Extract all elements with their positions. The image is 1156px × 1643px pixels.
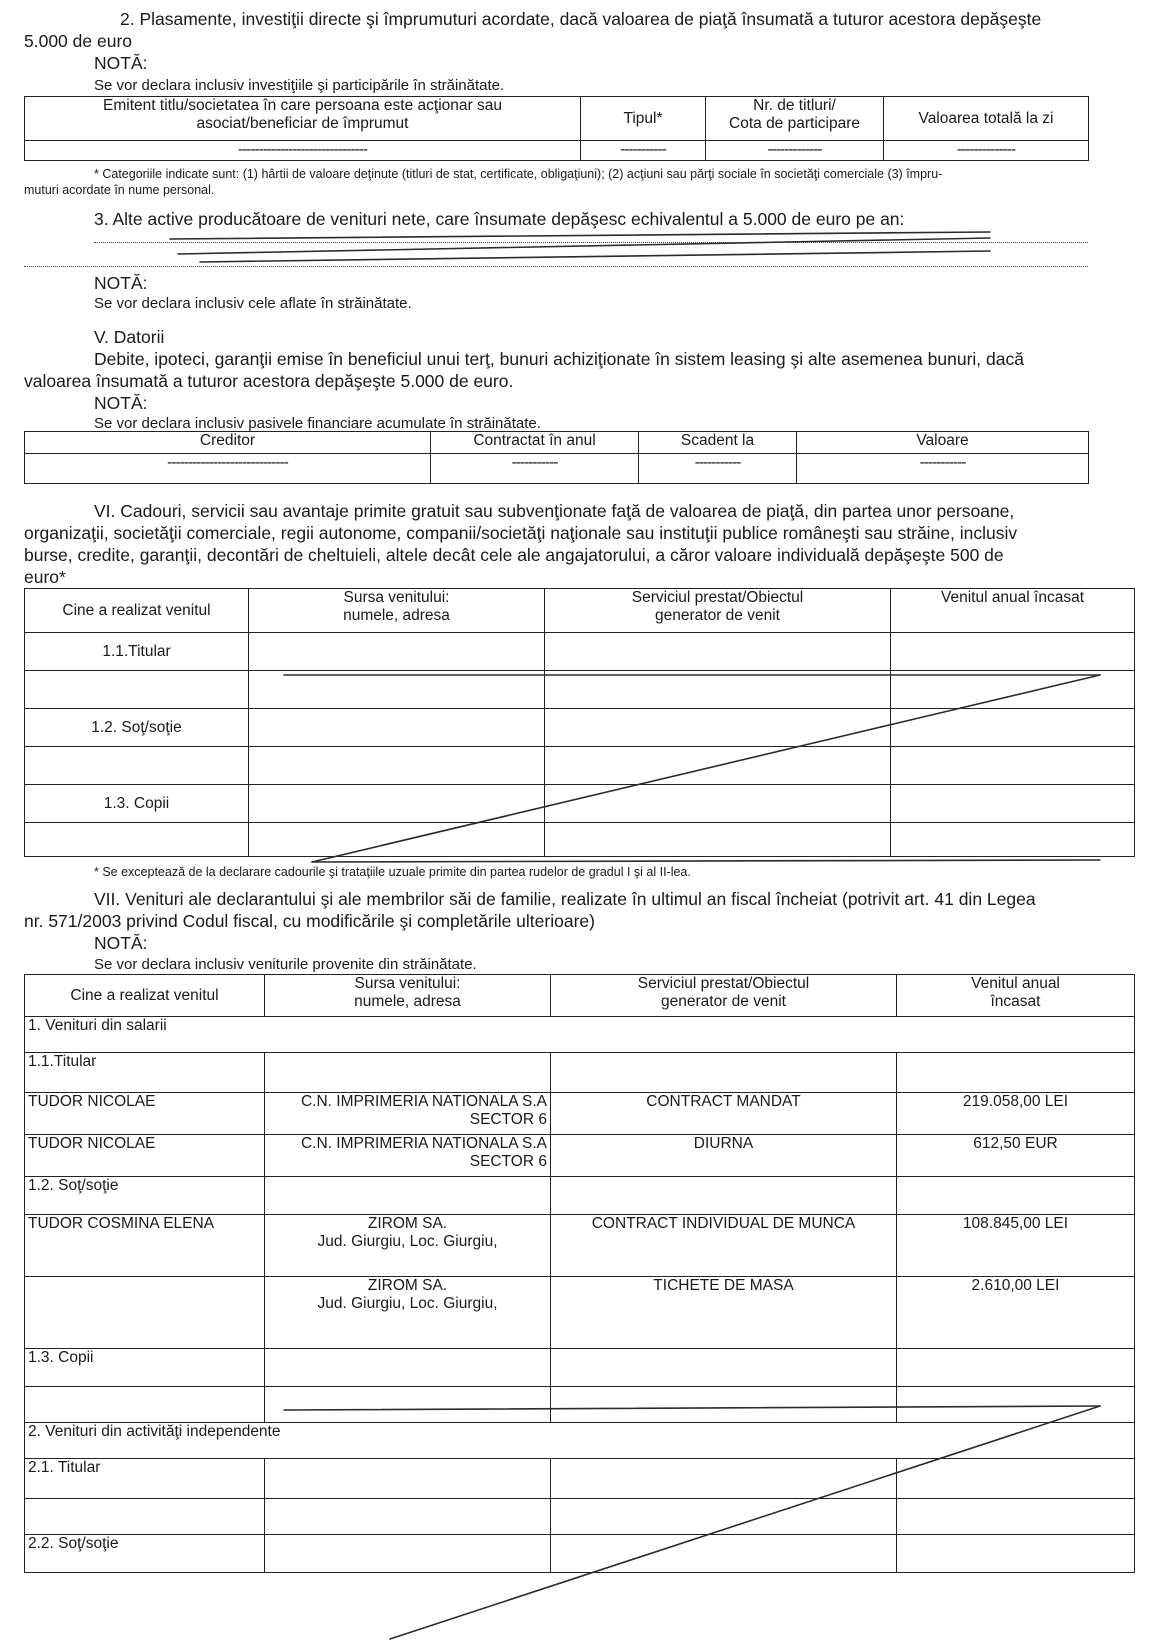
sec4-2-heading-cont: 5.000 de euro [24,31,133,51]
cell-sursa: ZIROM SA. Jud. Giurgiu, Loc. Giurgiu, [265,1277,551,1349]
sec6-text: VI. Cadouri, servicii sau avantaje primite gratuit sau subvenţionate faţă de valoarea de piaţă, din partea unor persoane, [94,501,1015,521]
footnote: * Categoriile indicate sunt: (1) hârtii de valoare deţinute (titluri de stat, certificate, obligaţiuni); (2) acţiuni sau părţi sociale în societăţi comerciale (3) împru- [94,167,943,181]
cell-cine [25,1277,265,1349]
cell-venit: 108.845,00 LEI [897,1215,1135,1277]
row-copii: 1.3. Copii [25,1349,265,1387]
empty-cell: ----------- [797,454,1089,484]
cell-cine: TUDOR NICOLAE [25,1093,265,1135]
col-sursa: Sursa venitului: numele, adresa [249,589,545,633]
strike-line [178,238,990,254]
cell-serviciu: CONTRACT INDIVIDUAL DE MUNCA [551,1215,897,1277]
cell-sursa: C.N. IMPRIMERIA NATIONALA S.A SECTOR 6 [265,1135,551,1177]
cell-serviciu: DIURNA [551,1135,897,1177]
col-serviciu: Serviciul prestat/Obiectul generator de venit [551,975,897,1017]
col-nr-titluri: Nr. de titluri/ Cota de participare [706,97,884,141]
gifts-table [24,588,1135,857]
nota-label: NOTĂ: [94,273,148,293]
strike-line [312,860,1100,862]
row-copii: 1.3. Copii [25,785,249,823]
sec6-text-4: euro* [24,567,66,587]
sec6-text-2: organizaţii, societăţii comerciale, regii autonome, companii/societăţi naţionale sau instituţii publice româneşti sau străine, inclusiv [24,523,1018,543]
empty-cell: ------------- [706,141,884,161]
cell-serviciu: TICHETE DE MASA [551,1277,897,1349]
col-scadent: Scadent la [639,432,797,454]
cell-serviciu: CONTRACT MANDAT [551,1093,897,1135]
col-contractat: Contractat în anul [431,432,639,454]
row-titular: 1.1.Titular [25,633,249,671]
strike-line [200,251,990,262]
row-sot: 1.2. Soţ/soţie [25,1177,265,1215]
col-valoare: Valoare [797,432,1089,454]
col-cine: Cine a realizat venitul [25,589,249,633]
nota-text: Se vor declara inclusiv cele aflate în străinătate. [94,295,412,312]
cell-sursa: ZIROM SA. Jud. Giurgiu, Loc. Giurgiu, [265,1215,551,1277]
sec5-text-cont: valoarea însumată a tuturor acestora depăşeşte 5.000 de euro. [24,371,514,391]
cell-venit: 219.058,00 LEI [897,1093,1135,1135]
nota-text: Se vor declara inclusiv investiţiile şi participările în străinătate. [94,77,505,94]
nota-text: Se vor declara inclusiv veniturile provenite din străinătate. [94,956,477,973]
debts-table [24,431,1089,484]
col-sursa: Sursa venitului: numele, adresa [265,975,551,1017]
table-row [25,1135,1135,1177]
footnote-cont: muturi acordate în nume personal. [24,183,215,197]
section-salarii: 1. Venituri din salarii [25,1017,1135,1053]
col-creditor: Creditor [25,432,431,454]
row-sot: 1.2. Soţ/soţie [25,709,249,747]
empty-cell: ----------- [431,454,639,484]
strike-line [170,232,990,239]
footnote: * Se exceptează de la declarare cadourile şi trataţiile uzuale primite din partea rudelor de gradul I şi al II-lea. [94,865,691,879]
empty-row [25,823,249,857]
sec6-text-3: burse, credite, garanţii, decontări de cheltuieli, altele decât cele ale angajatorului, a căror valoare individuală depăşeşte 500 de [24,545,1004,565]
row-titular: 2.1. Titular [25,1459,265,1499]
sec5-title: V. Datorii [94,327,165,347]
cell-cine: TUDOR NICOLAE [25,1135,265,1177]
dotted-line [94,242,1088,243]
row-sot: 2.2. Soţ/soţie [25,1535,265,1573]
empty-row [25,671,249,709]
cell-cine: TUDOR COSMINA ELENA [25,1215,265,1277]
cell-sursa: C.N. IMPRIMERIA NATIONALA S.A SECTOR 6 [265,1093,551,1135]
sec7-text-cont: nr. 571/2003 privind Codul fiscal, cu modificările şi completările ulterioare) [24,911,595,931]
col-serviciu: Serviciul prestat/Obiectul generator de venit [545,589,891,633]
empty-cell: ------------------------------- [25,141,581,161]
sec7-text: VII. Venituri ale declarantului şi ale membrilor săi de familie, realizate în ultimul an fiscal încheiat (potrivit art. 41 din Legea [94,889,1036,909]
col-cine: Cine a realizat venitul [25,975,265,1017]
col-emitent: Emitent titlu/societatea în care persoana este acţionar sau asociat/beneficiar de împrumut [25,97,581,141]
col-venit: Venitul anual încasat [891,589,1135,633]
empty-cell: ----------- [639,454,797,484]
nota-text: Se vor declara inclusiv pasivele financiare acumulate în străinătate. [94,415,541,432]
col-valoare: Valoarea totală la zi [884,97,1089,141]
sec4-3-heading: 3. Alte active producătoare de venituri nete, care însumate depăşesc echivalentul a 5.000 de euro pe an: [94,209,905,229]
cell-venit: 612,50 EUR [897,1135,1135,1177]
empty-cell: -------------- [884,141,1089,161]
col-tipul: Tipul* [581,97,706,141]
investments-table [24,96,1089,161]
nota-label: NOTĂ: [94,933,148,953]
empty-cell: ----------------------------- [25,454,431,484]
table-row [25,1215,1135,1277]
nota-label: NOTĂ: [94,393,148,413]
empty-row [25,747,249,785]
empty-cell: ----------- [581,141,706,161]
section-independente: 2. Venituri din activităţi independente [25,1423,1135,1459]
cell-venit: 2.610,00 LEI [897,1277,1135,1349]
sec5-text: Debite, ipoteci, garanţii emise în beneficiul unui terţ, bunuri achiziţionate în sistem leasing şi alte asemenea bunuri, dacă [94,349,1024,369]
nota-label: NOTĂ: [94,53,148,73]
row-titular: 1.1.Titular [25,1053,265,1093]
table-row [25,1093,1135,1135]
table-row [25,1277,1135,1349]
dotted-line [24,266,1088,267]
income-table [24,974,1135,1573]
sec4-2-heading: 2. Plasamente, investiţii directe şi împrumuturi acordate, dacă valoarea de piaţă însumată a tuturor acestora depăşeşte [120,9,1042,29]
col-venit: Venitul anual încasat [897,975,1135,1017]
